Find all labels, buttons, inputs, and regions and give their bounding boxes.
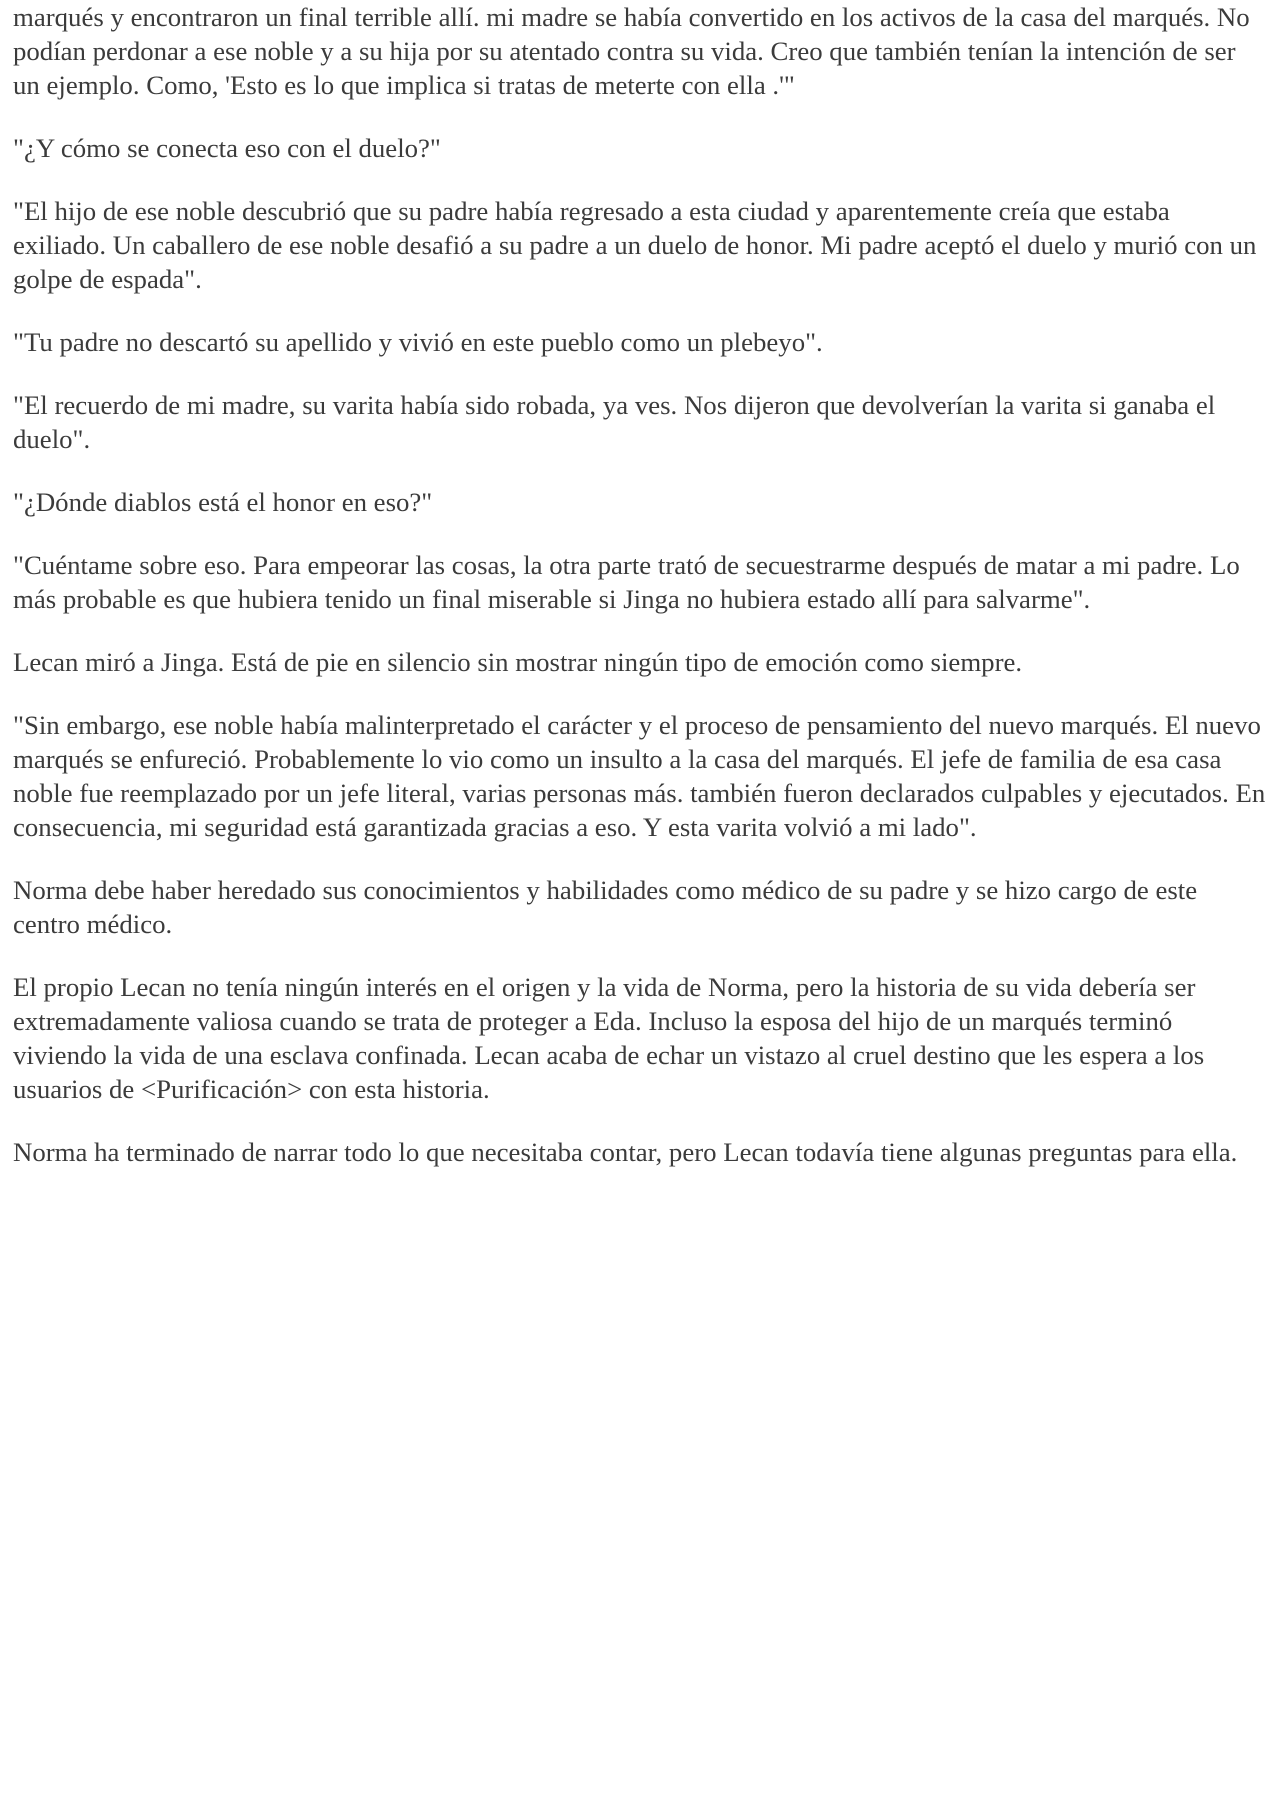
paragraph: El propio Lecan no tenía ningún interés en el origen y la vida de Norma, pero la historia de su vida debería ser extremadamente valiosa cuando se trata de proteger a Eda. Incluso la esposa del hijo de un marqués terminó viviendo la vida de una esclava confinada. Lecan acaba de echar un vistazo al cruel destino que les espera a los usuarios de <Purificación> con esta historia.: [13, 972, 1205, 1104]
paragraph: "¿Y cómo se conecta eso con el duelo?": [13, 133, 441, 163]
paragraph: "Cuéntame sobre eso. Para empeorar las cosas, la otra parte trató de secuestrarme después de matar a mi padre. Lo más probable es que hubiera tenido un final miserable si Jinga no hubiera estado allí para salvarme".: [13, 550, 1240, 614]
paragraph: "Tu padre no descartó su apellido y vivió en este pueblo como un plebeyo".: [13, 327, 823, 357]
paragraph: "El hijo de ese noble descubrió que su padre había regresado a esta ciudad y aparentemente creía que estaba exiliado. Un caballero de ese noble desafió a su padre a un duelo de honor. Mi padre aceptó el duelo y murió con un golpe de espada".: [13, 196, 1257, 294]
paragraph: Lecan miró a Jinga. Está de pie en silencio sin mostrar ningún tipo de emoción como siempre.: [13, 647, 1023, 677]
paragraph: marqués y encontraron un final terrible allí. mi madre se había convertido en los activos de la casa del marqués. No podían perdonar a ese noble y a su hija por su atentado contra su vida. Creo que también tenían la intención de ser un ejemplo. Como, 'Esto es lo que implica si tratas de meterte con ella .'": [13, 2, 1250, 100]
paragraph: "Sin embargo, ese noble había malinterpretado el carácter y el proceso de pensamiento del nuevo marqués. El nuevo marqués se enfureció. Probablemente lo vio como un insulto a la casa del marqués. El jefe de familia de esa casa noble fue reemplazado por un jefe literal, varias personas más. también fueron declarados culpables y ejecutados. En consecuencia, mi seguridad está garantizada gracias a eso. Y esta varita volvió a mi lado".: [13, 710, 1266, 842]
paragraph: "El recuerdo de mi madre, su varita había sido robada, ya ves. Nos dijeron que devolverían la varita si ganaba el duelo".: [13, 390, 1216, 454]
paragraph: Norma debe haber heredado sus conocimientos y habilidades como médico de su padre y se hizo cargo de este centro médico.: [13, 875, 1198, 939]
paragraph: "¿Dónde diablos está el honor en eso?": [13, 487, 433, 517]
paragraph: Norma ha terminado de narrar todo lo que necesitaba contar, pero Lecan todavía tiene algunas preguntas para ella.: [13, 1137, 1238, 1167]
